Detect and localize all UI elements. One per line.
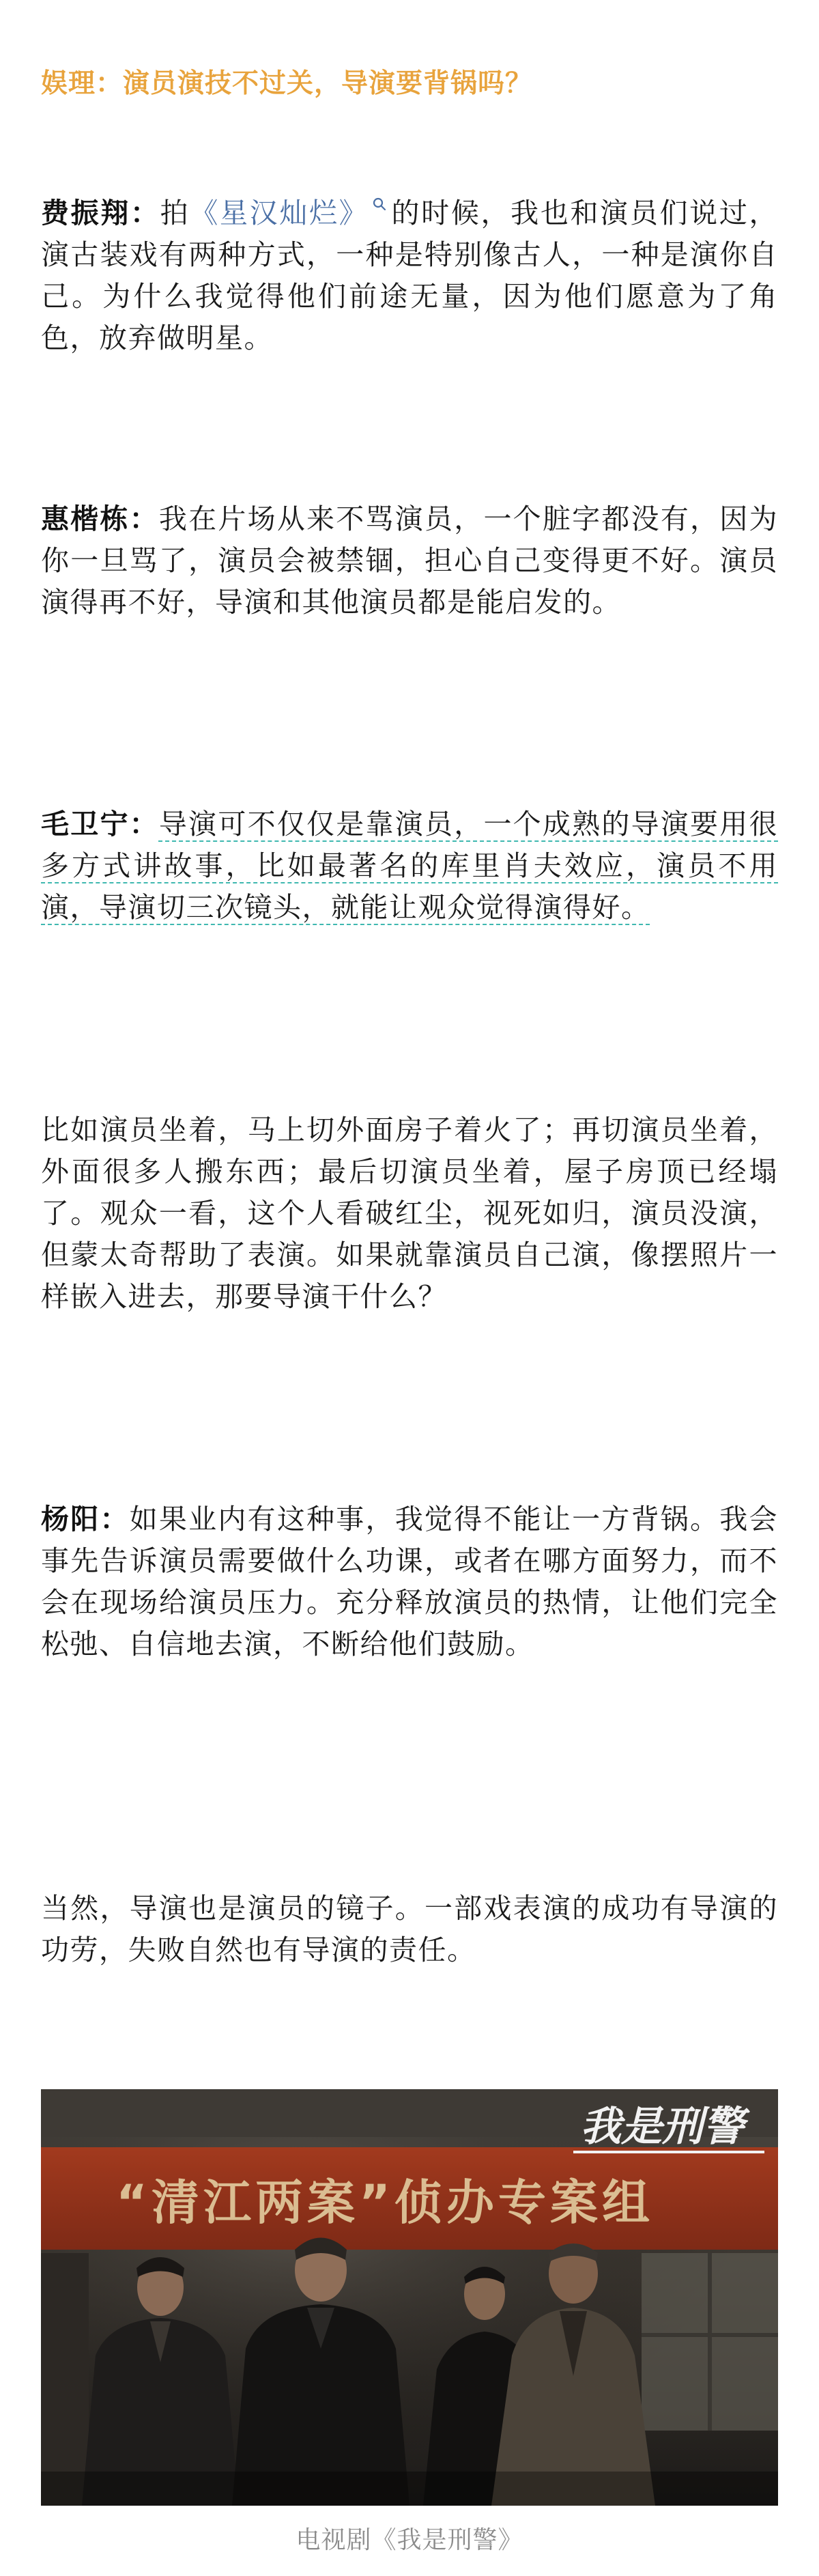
paragraph-text: 当然，导演也是演员的镜子。一部戏表演的成功有导演的功劳，失败自然也有导演的责任。 bbox=[41, 1892, 778, 1966]
paragraph-fei bbox=[41, 193, 778, 359]
underlined-text[interactable]: 导演可不仅仅是靠演员，一个成熟的导演要用很多方式讲故事，比如最著名的库里肖夫效应，演员不用演，导演切三次镜头，就能让观众觉得演得好。 bbox=[41, 808, 779, 924]
paragraph-hui bbox=[41, 498, 778, 623]
paragraph-conclusion bbox=[41, 1888, 778, 1971]
paragraph-text: 拍 bbox=[160, 197, 190, 229]
drama-still-photo[interactable] bbox=[41, 2089, 778, 2506]
drama-link[interactable]: 《星汉灿烂》 bbox=[190, 197, 369, 229]
paragraph-montage bbox=[41, 1109, 778, 1318]
article-title: 娱理：演员演技不过关，导演要背锅吗？ bbox=[41, 68, 533, 99]
paragraph-yang bbox=[41, 1499, 778, 1665]
paragraph-mao bbox=[41, 804, 778, 929]
speaker-name: 费振翔： bbox=[41, 197, 160, 229]
photo-scene bbox=[41, 2089, 778, 2506]
speaker-name: 杨阳： bbox=[41, 1503, 130, 1535]
paragraph-text: 比如演员坐着，马上切外面房子着火了；再切演员坐着，外面很多人搬东西；最后切演员坐着，屋子房顶已经塌了。观众一看，这个人看破红尘，视死如归，演员没演，但蒙太奇帮助了表演。如果就靠演员自己演，像摆照片一样嵌入进去，那要导演干什么？ bbox=[41, 1114, 778, 1313]
paragraph-text: 如果业内有这种事，我觉得不能让一方背锅。我会事先告诉演员需要做什么功课，或者在哪方面努力，而不会在现场给演员压力。充分释放演员的热情，让他们完全松弛、自信地去演，不断给他们鼓励。 bbox=[41, 1503, 778, 1660]
speaker-name: 毛卫宁： bbox=[41, 808, 159, 840]
paragraph-text: 的时候，我也和演员们说过，演古装戏有两种方式，一种是特别像古人，一种是演你自己。为什么我觉得他们前途无量，因为他们愿意为了角色，放弃做明星。 bbox=[41, 197, 779, 354]
paragraph-text: 我在片场从来不骂演员，一个脏字都没有，因为你一旦骂了，演员会被禁锢，担心自己变得更不好。演员演得再不好，导演和其他演员都是能启发的。 bbox=[41, 503, 779, 619]
search-icon[interactable] bbox=[371, 196, 388, 212]
drama-logo: 我是刑警 bbox=[580, 2103, 744, 2151]
photo-caption: 电视剧《我是刑警》 bbox=[296, 2526, 523, 2554]
banner-text: “清江两案”侦办专案组 bbox=[116, 2175, 655, 2231]
speaker-name: 惠楷栋： bbox=[41, 503, 159, 535]
